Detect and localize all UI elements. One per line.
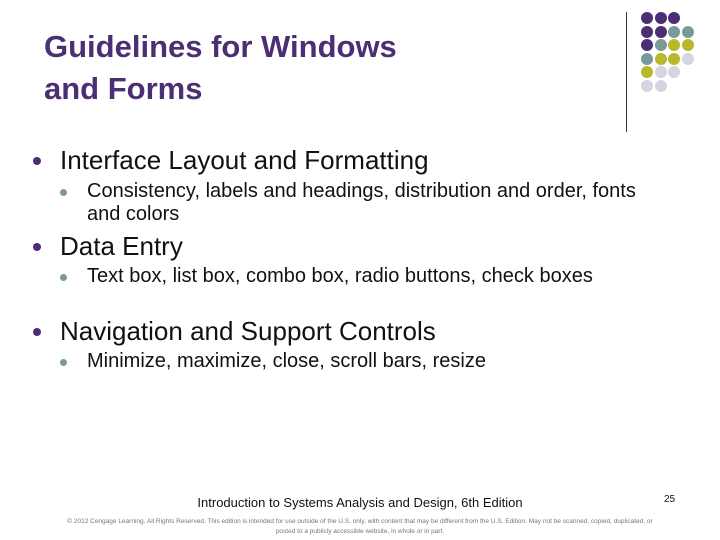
- sub-bullet-text: Minimize, maximize, close, scroll bars, resize: [87, 350, 486, 372]
- bullet-text: Data Entry: [60, 231, 183, 261]
- sub-bullet-dot-icon: [60, 359, 67, 366]
- sub-bullet-text: Text box, list box, combo box, radio buttons, check boxes: [87, 265, 593, 287]
- page-number: 25: [664, 494, 676, 505]
- bullet-dot-icon: [33, 157, 41, 165]
- title-line-1: Guidelines for Windows: [44, 29, 397, 64]
- sub-bullet-dot-icon: [60, 189, 67, 196]
- bullet-dot-icon: [33, 328, 41, 336]
- sub-bullet-text: Consistency, labels and headings, distribution and order, fonts and colors: [87, 180, 636, 225]
- copyright-notice: © 2012 Cengage Learning. All Rights Reserved. This edition is intended for use outside of the U.S. only, with content that may be different from the U.S. Edition. May not be scanned, copied, duplicated, or posted to a publicly accessible website, in whole or in part.: [67, 518, 653, 535]
- bullet-text: Interface Layout and Formatting: [60, 145, 429, 175]
- slide-footer: [0, 495, 720, 510]
- bullet-dot-icon: [33, 243, 41, 251]
- bullet-text: Navigation and Support Controls: [60, 316, 436, 346]
- sub-bullet-dot-icon: [60, 274, 67, 281]
- footer-text: Introduction to Systems Analysis and Design, 6th Edition: [197, 495, 523, 510]
- title-line-2: and Forms: [44, 71, 203, 106]
